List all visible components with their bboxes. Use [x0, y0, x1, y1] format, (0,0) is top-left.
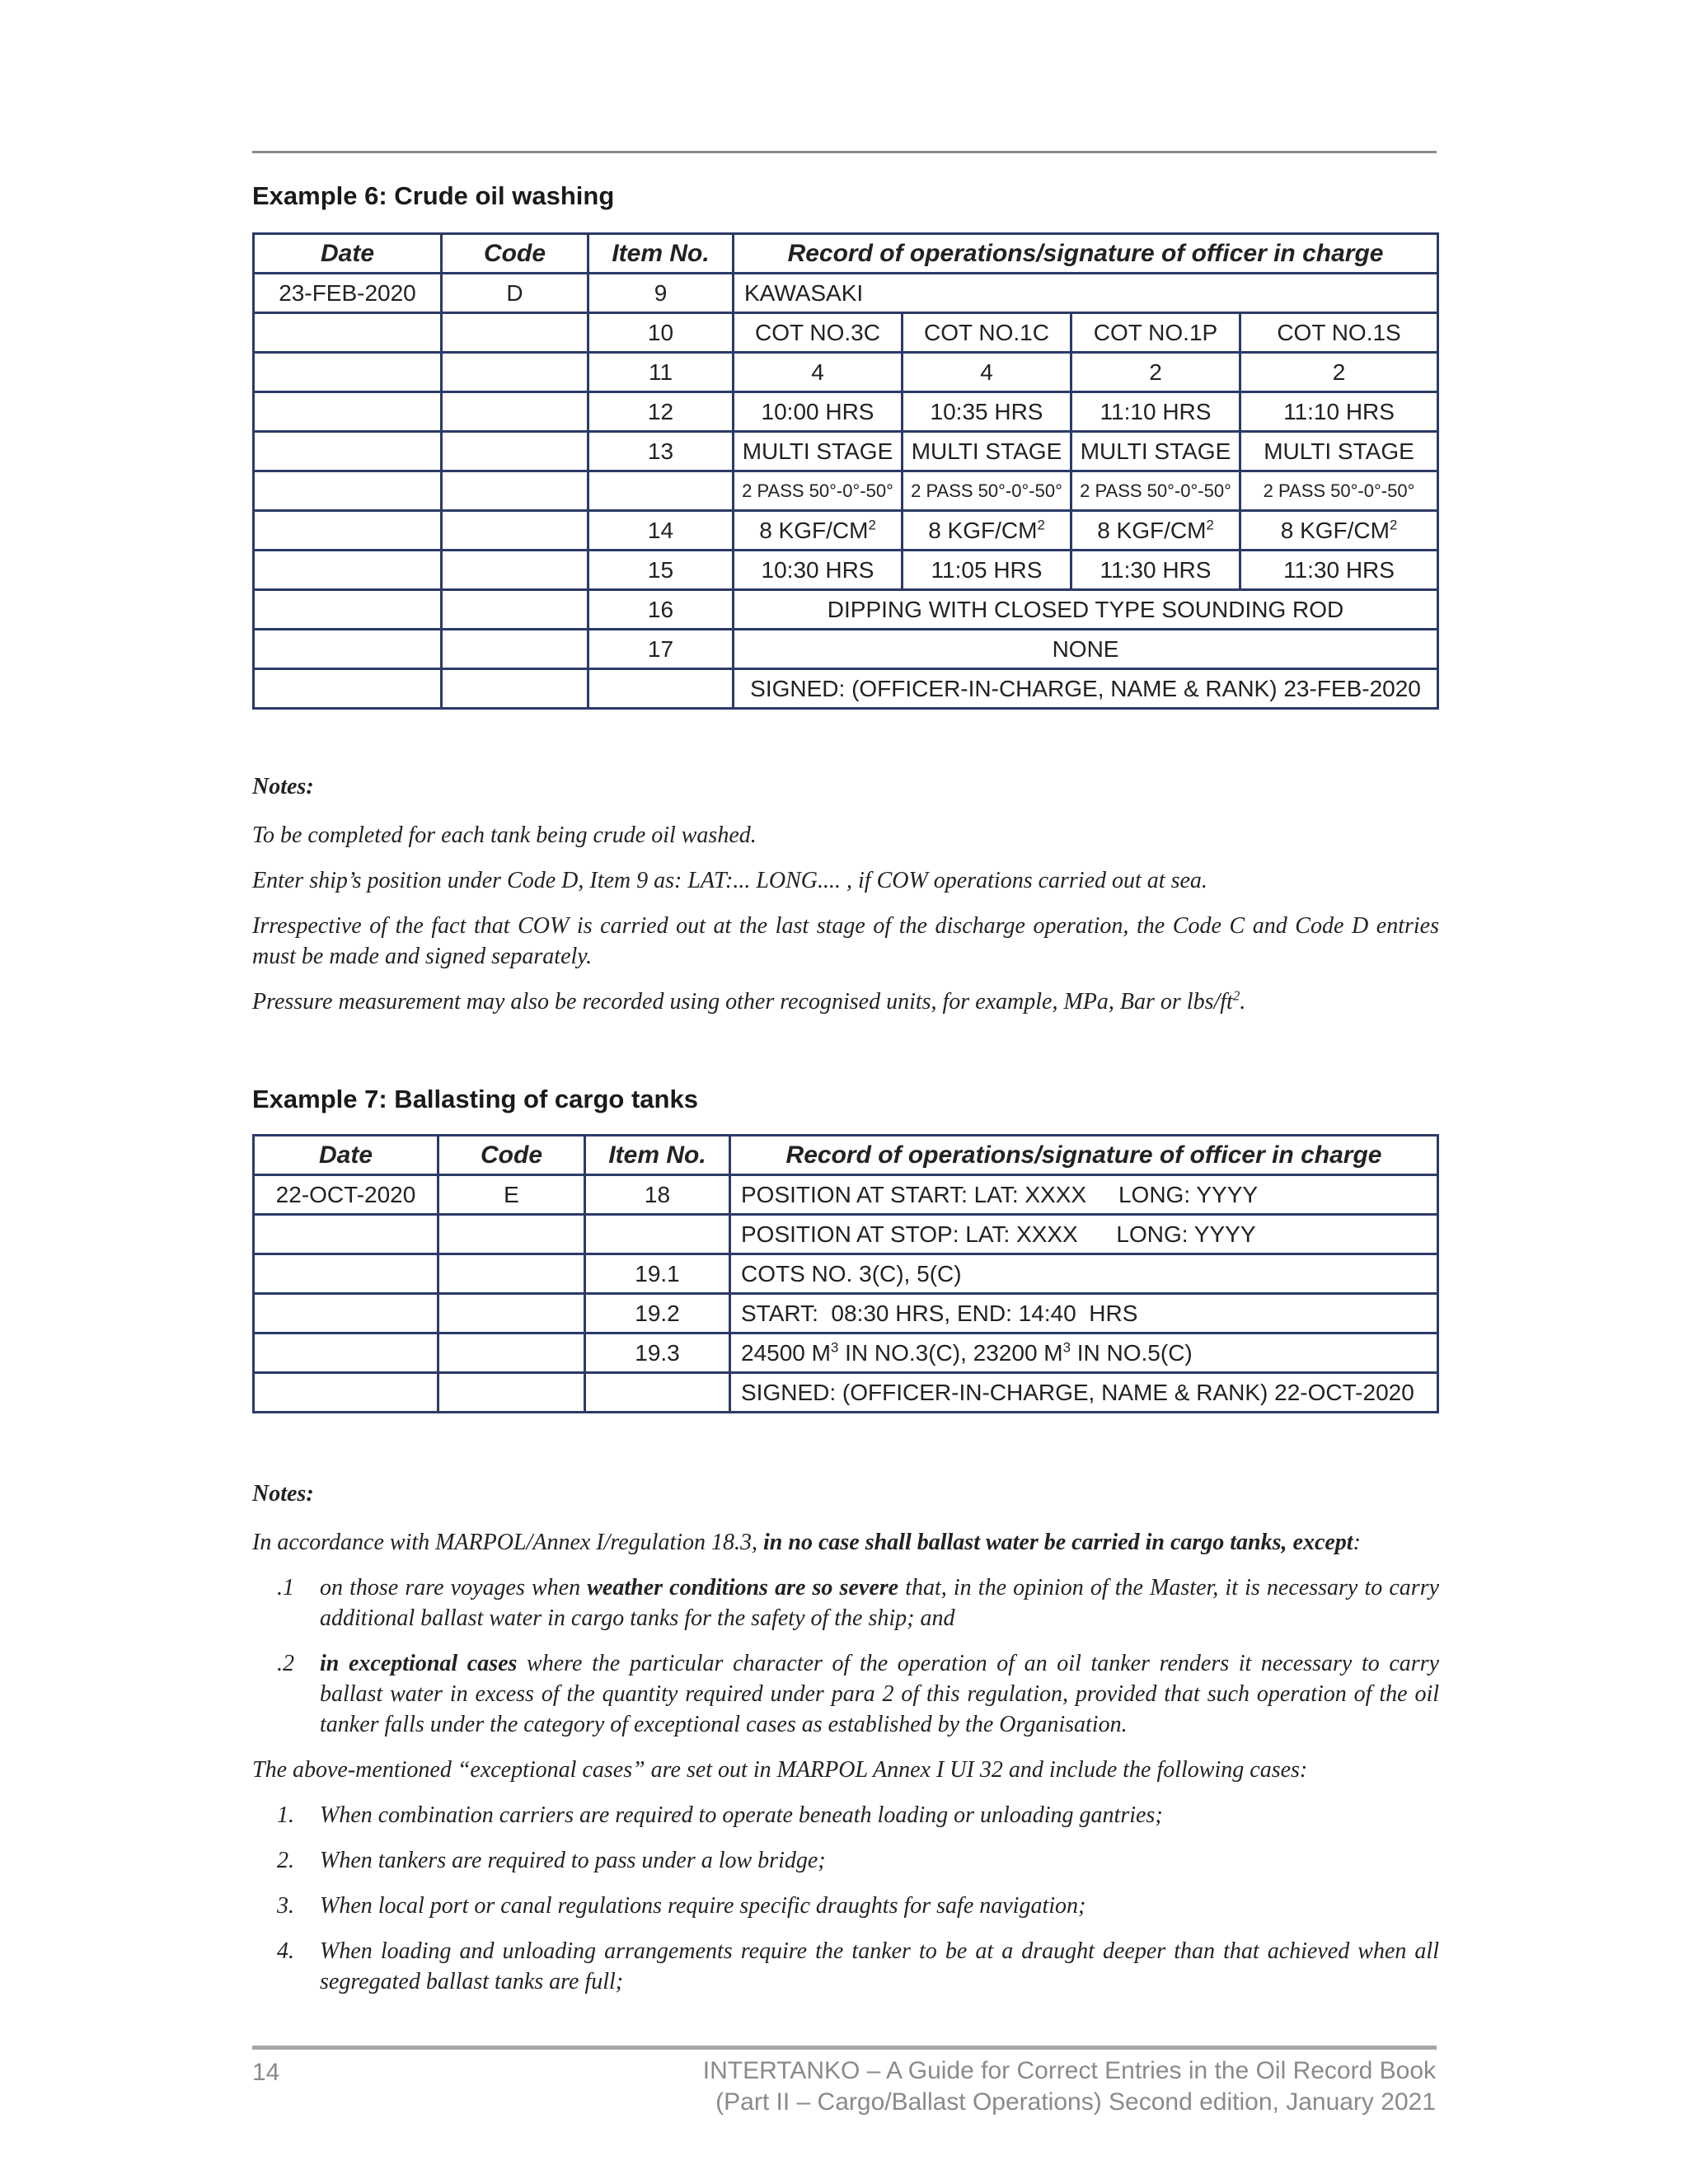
tank-cell: COT NO.1S — [1240, 313, 1438, 353]
table-row — [254, 511, 1438, 551]
table-row — [254, 551, 1438, 590]
item-cell — [585, 1373, 730, 1413]
signature-cell: SIGNED: (OFFICER-IN-CHARGE, NAME & RANK) 23-FEB-2020 — [734, 669, 1438, 709]
passes-cell: 2 PASS 50°-0°-50° — [1071, 471, 1240, 511]
pressure-cell — [734, 511, 903, 551]
item-cell: 12 — [588, 392, 734, 432]
passes-cell: 2 PASS 50°-0°-50° — [903, 471, 1071, 511]
item-cell — [585, 1215, 730, 1254]
code-cell: D — [442, 274, 588, 313]
record-cell: KAWASAKI — [734, 274, 1438, 313]
pressure-cell — [1071, 511, 1240, 551]
code-cell — [442, 551, 588, 590]
intro-c: : — [1353, 1530, 1361, 1555]
machines-cell: 2 — [1071, 353, 1240, 392]
header-rule — [252, 151, 1437, 153]
code-cell — [442, 432, 588, 471]
start-time-cell: 10:35 HRS — [903, 392, 1071, 432]
code-cell — [438, 1333, 585, 1373]
date-cell — [254, 590, 442, 630]
passes-cell: 2 PASS 50°-0°-50° — [734, 471, 903, 511]
date-cell — [254, 471, 442, 511]
qty-part: IN NO.3(C), 23200 M — [838, 1339, 1063, 1366]
example6-heading: Example 6: Crude oil washing — [252, 181, 615, 210]
end-time-cell: 11:30 HRS — [1071, 551, 1240, 590]
sub2-b: where the particular character of the operation of an oil tanker renders it necessary to carry ballast water in excess of the quantity required under para 2 of this regulation, provided that such operation of the oil tanker falls under the category of exceptional cases as established by the Organisation. — [320, 1651, 1439, 1737]
list-text: When local port or canal regulations require specific draughts for safe navigation; — [320, 1893, 1086, 1919]
table-row — [254, 669, 1438, 709]
table-row — [254, 590, 1438, 630]
code-cell — [438, 1373, 585, 1413]
date-cell — [254, 551, 442, 590]
pressure-note: Pressure measurement may also be recorded using other recognised units, for example, MPa, Bar or lbs/ft — [252, 989, 1233, 1015]
record-cell: POSITION AT STOP: LAT: XXXX LONG: YYYY — [730, 1215, 1438, 1254]
machines-cell: 4 — [734, 353, 903, 392]
date-cell: 22-OCT-2020 — [254, 1175, 438, 1215]
date-cell — [254, 353, 442, 392]
date-cell — [254, 1294, 438, 1333]
list-text: When combination carriers are required to operate beneath loading or unloading gantries; — [320, 1802, 1163, 1828]
item-cell — [588, 471, 734, 511]
table-row — [254, 1333, 1438, 1373]
table-row — [254, 274, 1438, 313]
footer — [703, 2055, 1436, 2118]
tank-cell: COT NO.3C — [734, 313, 903, 353]
code-cell: E — [438, 1175, 585, 1215]
notes7 — [252, 1479, 1439, 2012]
item-cell — [588, 669, 734, 709]
item-cell: 11 — [588, 353, 734, 392]
code-cell — [442, 353, 588, 392]
start-time-cell: 11:10 HRS — [1071, 392, 1240, 432]
col-header-date: Date — [254, 234, 442, 274]
item-cell: 19.1 — [585, 1254, 730, 1294]
pressure-cell — [903, 511, 1071, 551]
intro-paragraph — [252, 1527, 1439, 1558]
sub2-a: in exceptional cases — [320, 1651, 518, 1676]
date-cell — [254, 392, 442, 432]
record-cell: COTS NO. 3(C), 5(C) — [730, 1254, 1438, 1294]
sub-num: .2 — [277, 1651, 294, 1676]
col-header-item: Item No. — [588, 234, 734, 274]
item-cell: 9 — [588, 274, 734, 313]
machines-cell: 4 — [903, 353, 1071, 392]
code-cell — [442, 392, 588, 432]
col-header-code: Code — [438, 1136, 585, 1175]
table-row — [254, 1175, 1438, 1215]
note-line: Irrespective of the fact that COW is carried out at the last stage of the discharge operation, the Code C and Code D entries must be made and signed separately. — [252, 913, 1439, 969]
table-row — [254, 471, 1438, 511]
table-row — [254, 1254, 1438, 1294]
notes-title: Notes: — [252, 1481, 314, 1507]
item-cell: 13 — [588, 432, 734, 471]
method-cell: MULTI STAGE — [1240, 432, 1438, 471]
start-time-cell: 11:10 HRS — [1240, 392, 1438, 432]
table-row — [254, 1215, 1438, 1254]
item-cell: 14 — [588, 511, 734, 551]
record-cell: POSITION AT START: LAT: XXXX LONG: YYYY — [730, 1175, 1438, 1215]
qty-part: IN NO.5(C) — [1070, 1339, 1193, 1366]
record-cell — [730, 1333, 1438, 1373]
code-cell — [442, 471, 588, 511]
table-row — [254, 630, 1438, 669]
sub-text — [320, 1648, 1439, 1740]
end-time-cell: 11:30 HRS — [1240, 551, 1438, 590]
pressure-value: 8 KGF/CM — [1280, 517, 1390, 543]
qty-part: 24500 M — [741, 1339, 831, 1366]
page-number: 14 — [252, 2059, 280, 2086]
sub1-b: weather conditions are so severe — [587, 1575, 899, 1601]
sub-item — [277, 1572, 1439, 1633]
date-cell — [254, 1215, 438, 1254]
footer-line: INTERTANKO – A Guide for Correct Entries in the Oil Record Book — [702, 2057, 1436, 2084]
code-cell — [442, 590, 588, 630]
note-line — [252, 987, 1439, 1017]
list-item — [277, 1845, 1439, 1876]
list-item — [277, 1800, 1439, 1830]
start-time-cell: 10:00 HRS — [734, 392, 903, 432]
table-header-row — [254, 234, 1438, 274]
sub-num: .1 — [277, 1575, 294, 1601]
example6-table — [252, 232, 1439, 710]
list-text: When loading and unloading arrangements require the tanker to be at a draught deeper than that achieved when all segregated ballast tanks are full; — [320, 1938, 1439, 1994]
date-cell — [254, 1333, 438, 1373]
above-paragraph: The above-mentioned “exceptional cases” are set out in MARPOL Annex I UI 32 and include the following cases: — [252, 1757, 1308, 1783]
list-item — [277, 1891, 1439, 1921]
example7-table — [252, 1134, 1439, 1413]
table-row — [254, 432, 1438, 471]
col-header-record: Record of operations/signature of officer in charge — [730, 1136, 1438, 1175]
method-cell: MULTI STAGE — [903, 432, 1071, 471]
code-cell — [438, 1294, 585, 1333]
note-line: Enter ship’s position under Code D, Item 9 as: LAT:... LONG.... , if COW operations carried out at sea. — [252, 868, 1207, 893]
item-cell: 17 — [588, 630, 734, 669]
item-cell: 18 — [585, 1175, 730, 1215]
item-cell: 15 — [588, 551, 734, 590]
date-cell — [254, 630, 442, 669]
table-header-row — [254, 1136, 1438, 1175]
pressure-value: 8 KGF/CM — [759, 517, 869, 543]
item-cell: 10 — [588, 313, 734, 353]
date-cell — [254, 511, 442, 551]
notes6 — [252, 771, 1439, 1032]
date-cell — [254, 1254, 438, 1294]
list-num: 4. — [277, 1938, 294, 1964]
footer-rule — [252, 2046, 1437, 2050]
list-num: 1. — [277, 1802, 294, 1828]
col-header-record: Record of operations/signature of officer in charge — [734, 234, 1438, 274]
list-item — [277, 1936, 1439, 1997]
item-cell: 16 — [588, 590, 734, 630]
col-header-date: Date — [254, 1136, 438, 1175]
code-cell — [438, 1215, 585, 1254]
list-num: 3. — [277, 1893, 294, 1919]
intro-b: in no case shall ballast water be carried in cargo tanks, except — [763, 1530, 1353, 1555]
sub1-c: that, in the opinion of the Master, it is necessary to carry additional ballast water in cargo tanks for the safety of the ship; and — [320, 1575, 1440, 1631]
notes-title: Notes: — [252, 774, 314, 799]
date-cell: 23-FEB-2020 — [254, 274, 442, 313]
sub1-a: on those rare voyages when — [320, 1575, 588, 1601]
example7-heading: Example 7: Ballasting of cargo tanks — [252, 1085, 698, 1113]
table-row — [254, 1294, 1438, 1333]
pressure-cell — [1240, 511, 1438, 551]
table-row — [254, 1373, 1438, 1413]
qty-sup: 3 — [830, 1339, 839, 1356]
passes-cell: 2 PASS 50°-0°-50° — [1240, 471, 1438, 511]
note-line: To be completed for each tank being crude oil washed. — [252, 823, 757, 848]
col-header-code: Code — [442, 234, 588, 274]
sub-item — [277, 1648, 1439, 1740]
pressure-value: 8 KGF/CM — [928, 517, 1038, 543]
intro-a: In accordance with MARPOL/Annex I/regulation 18.3, — [252, 1530, 764, 1555]
footer-line: (Part II – Cargo/Ballast Operations) Second edition, January 2021 — [715, 2088, 1436, 2116]
pressure-sup: 2 — [1206, 517, 1214, 533]
sub-text — [320, 1572, 1439, 1633]
pressure-note-end: . — [1240, 989, 1246, 1015]
record-cell: NONE — [734, 630, 1438, 669]
code-cell — [442, 511, 588, 551]
date-cell — [254, 432, 442, 471]
tank-cell: COT NO.1P — [1071, 313, 1240, 353]
pressure-sup: 2 — [1389, 517, 1398, 533]
list-num: 2. — [277, 1848, 294, 1873]
pressure-value: 8 KGF/CM — [1097, 517, 1207, 543]
pressure-note-sup: 2 — [1232, 987, 1240, 1004]
qty-sup: 3 — [1062, 1339, 1071, 1356]
col-header-item: Item No. — [585, 1136, 730, 1175]
list-text: When tankers are required to pass under a low bridge; — [320, 1848, 826, 1873]
item-cell: 19.3 — [585, 1333, 730, 1373]
table-row — [254, 392, 1438, 432]
end-time-cell: 10:30 HRS — [734, 551, 903, 590]
end-time-cell: 11:05 HRS — [903, 551, 1071, 590]
pressure-sup: 2 — [1037, 517, 1045, 533]
item-cell: 19.2 — [585, 1294, 730, 1333]
record-cell: DIPPING WITH CLOSED TYPE SOUNDING ROD — [734, 590, 1438, 630]
date-cell — [254, 669, 442, 709]
record-cell: START: 08:30 HRS, END: 14:40 HRS — [730, 1294, 1438, 1333]
method-cell: MULTI STAGE — [1071, 432, 1240, 471]
code-cell — [442, 313, 588, 353]
date-cell — [254, 313, 442, 353]
code-cell — [438, 1254, 585, 1294]
signature-cell: SIGNED: (OFFICER-IN-CHARGE, NAME & RANK) 22-OCT-2020 — [730, 1373, 1438, 1413]
table-row — [254, 313, 1438, 353]
code-cell — [442, 630, 588, 669]
tank-cell: COT NO.1C — [903, 313, 1071, 353]
date-cell — [254, 1373, 438, 1413]
pressure-sup: 2 — [868, 517, 876, 533]
code-cell — [442, 669, 588, 709]
method-cell: MULTI STAGE — [734, 432, 903, 471]
table-row — [254, 353, 1438, 392]
machines-cell: 2 — [1240, 353, 1438, 392]
